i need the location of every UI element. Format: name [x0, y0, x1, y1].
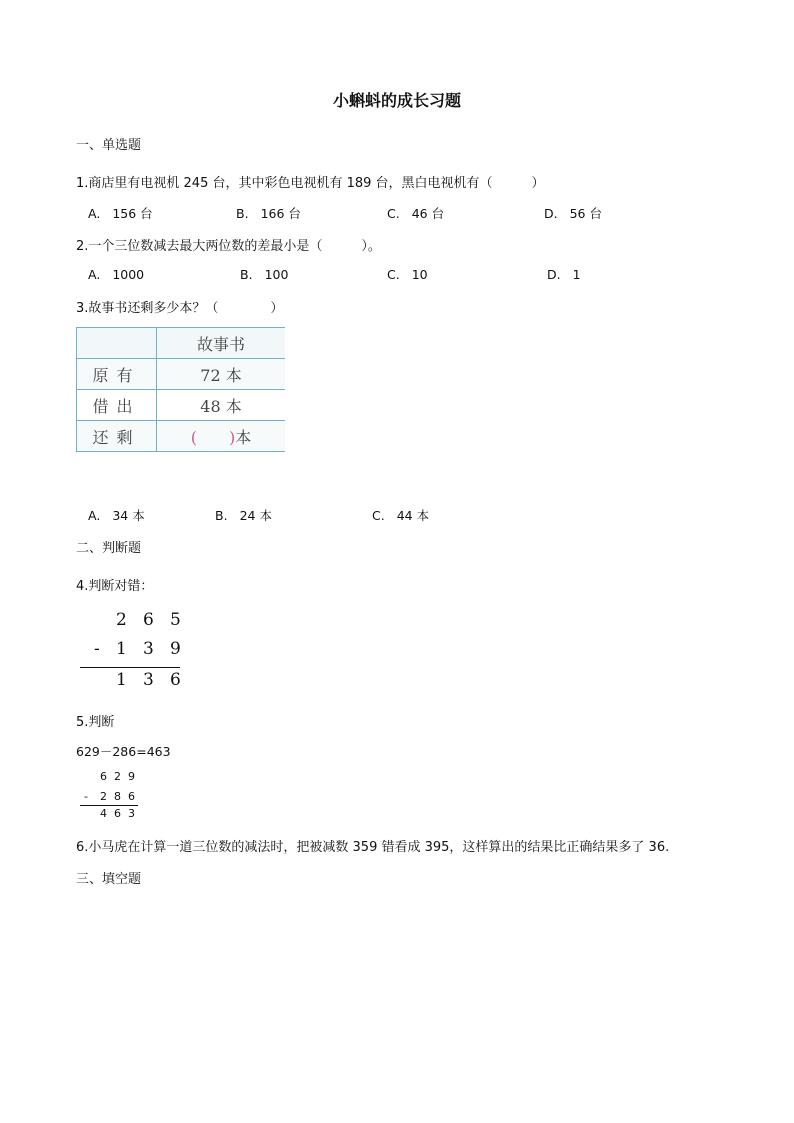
- option-text: 46 台: [411, 206, 445, 221]
- option-letter: B.: [236, 206, 249, 221]
- option-text: 44 本: [396, 508, 430, 523]
- row-value: 48 本: [157, 390, 286, 421]
- option-text: 1000: [112, 267, 145, 282]
- row-label: 还剩: [77, 421, 157, 452]
- q1-option-b[interactable]: [236, 204, 301, 222]
- page-title: 小蝌蚪的成长习题: [332, 91, 461, 110]
- story-book-table: [76, 327, 285, 452]
- table-row: [77, 421, 286, 452]
- sum-line: [80, 667, 180, 668]
- option-letter: C.: [387, 267, 400, 282]
- minus-sign: -: [84, 790, 88, 803]
- digit: 4: [100, 807, 107, 820]
- digit: 6: [170, 670, 181, 690]
- section-heading-single-choice: 一、单选题: [76, 138, 142, 153]
- row-value-blank: [157, 421, 286, 452]
- digit: 3: [128, 807, 135, 820]
- option-text: 166 台: [260, 206, 301, 221]
- q1-option-c[interactable]: [387, 204, 444, 222]
- digit: 1: [116, 670, 127, 690]
- q2-option-c[interactable]: [387, 267, 428, 282]
- digit: 6: [100, 770, 107, 783]
- digit: 9: [170, 639, 181, 659]
- digit: 5: [170, 610, 181, 630]
- digit: 3: [143, 639, 154, 659]
- option-letter: C.: [387, 206, 400, 221]
- question-2: 2.一个三位数减去最大两位数的差最小是（ ）。: [76, 239, 381, 254]
- option-letter: A.: [88, 206, 101, 221]
- digit: 6: [128, 790, 135, 803]
- option-text: 56 台: [569, 206, 602, 221]
- row-label: 原有: [77, 359, 157, 390]
- q1-option-a[interactable]: [88, 204, 153, 222]
- option-letter: B.: [215, 508, 228, 523]
- table-header-empty: [77, 328, 157, 359]
- option-letter: B.: [240, 267, 253, 282]
- sum-line: [80, 805, 138, 806]
- question-1: 1.商店里有电视机 245 台，其中彩色电视机有 189 台，黑白电视机有（ ）: [76, 176, 545, 191]
- q3-option-b[interactable]: [215, 506, 272, 524]
- question-4: 4.判断对错：: [76, 579, 154, 594]
- question-3: 3.故事书还剩多少本？（ ）: [76, 301, 284, 316]
- question-5: 5.判断: [76, 715, 115, 730]
- answer-blank-parens: ( ): [190, 427, 236, 447]
- digit: 1: [116, 639, 127, 659]
- option-text: 34 本: [112, 508, 145, 523]
- option-text: 156 台: [112, 206, 153, 221]
- option-letter: A.: [88, 267, 101, 282]
- table-header-row: [77, 328, 286, 359]
- q3-option-a[interactable]: [88, 506, 145, 524]
- table-row: [77, 359, 286, 390]
- digit: 2: [116, 610, 127, 630]
- row-label: 借出: [77, 390, 157, 421]
- question-6: 6.小马虎在计算一道三位数的减法时，把被减数 359 错看成 395，这样算出的结果比正确结果多了 36.: [76, 840, 670, 855]
- digit: 9: [128, 770, 135, 783]
- minus-sign: -: [94, 639, 100, 659]
- unit-text: 本: [235, 427, 252, 447]
- option-letter: C.: [372, 508, 385, 523]
- digit: 3: [143, 670, 154, 690]
- option-letter: A.: [88, 508, 101, 523]
- digit: 6: [143, 610, 154, 630]
- digit: 6: [114, 807, 121, 820]
- option-letter: D.: [547, 267, 561, 282]
- table-row: [77, 390, 286, 421]
- q3-option-c[interactable]: [372, 506, 429, 524]
- q2-option-b[interactable]: [240, 267, 288, 282]
- section-heading-true-false: 二、判断题: [76, 541, 142, 556]
- option-letter: D.: [544, 206, 558, 221]
- digit: 8: [114, 790, 121, 803]
- digit: 2: [114, 770, 121, 783]
- option-text: 24 本: [239, 508, 272, 523]
- q2-option-d[interactable]: [547, 267, 581, 282]
- section-heading-fill-in: 三、填空题: [76, 872, 142, 887]
- option-text: 100: [264, 267, 289, 282]
- q1-option-d[interactable]: [544, 204, 602, 222]
- digit: 2: [100, 790, 107, 803]
- table-header-storybook: 故事书: [157, 328, 286, 359]
- q5-equation: 629－286=463: [76, 744, 171, 759]
- q2-option-a[interactable]: [88, 267, 144, 282]
- option-text: 1: [572, 267, 581, 282]
- row-value: 72 本: [157, 359, 286, 390]
- option-text: 10: [411, 267, 428, 282]
